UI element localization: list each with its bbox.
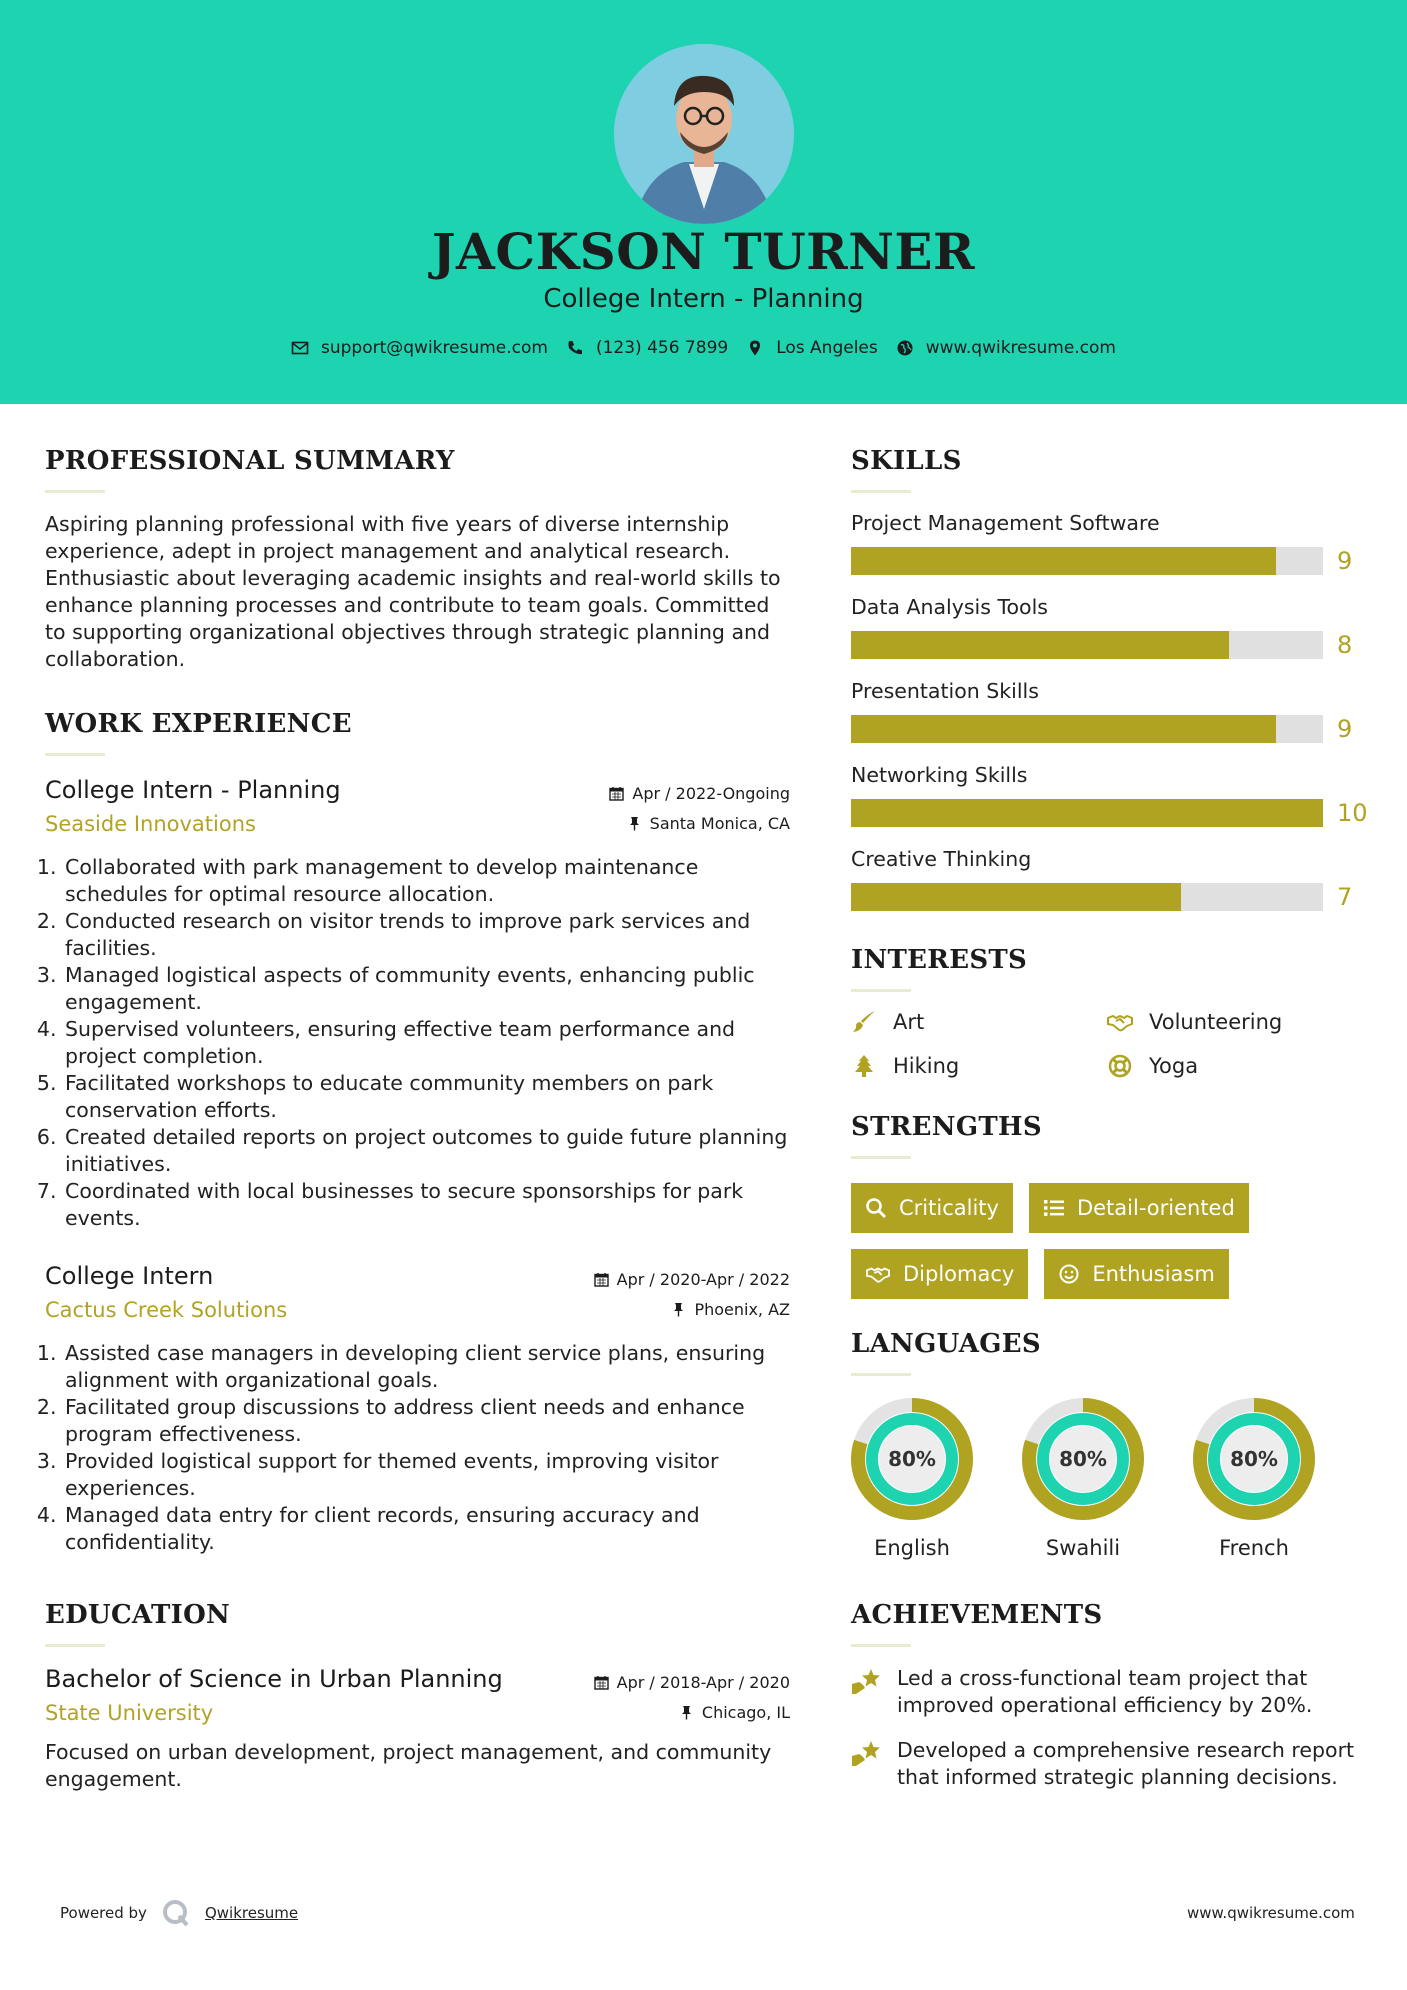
school-name: State University [45,1701,214,1725]
education-heading: EDUCATION [45,1600,231,1630]
language-donut [851,1398,973,1520]
achievement-text: Led a cross-functional team project that improved operational efficiency by 20%. [897,1666,1313,1717]
language-donut [1022,1398,1144,1520]
skill-bar-fill [851,715,1276,743]
achievement-item [851,1665,1371,1719]
list-item: 6. Created detailed reports on project outcomes to guide future planning initiatives. [63,1124,790,1178]
brand-link[interactable]: Qwikresume [204,1904,299,1922]
job-entry [45,1262,790,1556]
list-item: 7. Coordinated with local businesses to secure sponsorships for park events. [63,1178,790,1232]
interest-label: Hiking [893,1054,960,1078]
candidate-title: College Intern - Planning [543,284,864,314]
language-name: English [874,1536,950,1560]
list-icon [1043,1197,1065,1219]
languages-list [851,1398,1371,1560]
interest-label: Art [893,1010,925,1034]
handshake-icon [1107,1010,1133,1034]
strength-label: Diplomacy [903,1262,1015,1286]
section-divider [851,1156,911,1159]
strength-label: Detail-oriented [1076,1196,1235,1220]
skill-value: 9 [1337,715,1353,743]
education-entry [45,1665,790,1793]
lifering-icon [1107,1054,1133,1078]
section-divider [45,1644,105,1647]
skill-bar-row [851,631,1371,659]
contact-website[interactable] [896,338,1116,358]
job-title: College Intern - Planning [45,776,341,804]
list-item: 2. Conducted research on visitor trends to improve park services and facilities. [63,908,790,962]
language-percent: 80% [1059,1447,1107,1471]
skill-bar-track [851,715,1323,743]
education-description: Focused on urban development, project management, and community engagement. [45,1740,772,1791]
star-hand-icon [851,1667,883,1697]
handshake-icon [865,1263,891,1285]
interest-item [1107,1054,1357,1078]
languages-heading: LANGUAGES [851,1329,1041,1359]
summary-section [45,446,790,673]
skill-bar-fill [851,631,1229,659]
skill-item [851,595,1371,659]
language-name: French [1219,1536,1289,1560]
list-item: 4. Managed data entry for client records, ensuring accuracy and confidentiality. [63,1502,790,1556]
smile-icon [1058,1263,1080,1285]
experience-section [45,709,790,1556]
footer-website[interactable]: www.qwikresume.com [1187,1904,1355,1922]
contact-location [746,338,878,358]
section-divider [45,490,105,493]
interest-item [851,1054,1107,1078]
interest-item [851,1010,1107,1034]
qwikresume-logo-icon [161,1898,191,1928]
skill-item [851,847,1371,911]
achievement-text: Developed a comprehensive research report that informed strategic planning decisions. [897,1738,1355,1789]
education-date [594,1673,790,1692]
summary-heading: PROFESSIONAL SUMMARY [45,446,455,476]
pushpin-icon [627,816,642,831]
interest-label: Volunteering [1149,1010,1283,1034]
skill-bar-track [851,631,1323,659]
right-column [851,404,1371,1791]
list-item: 4. Supervised volunteers, ensuring effective team performance and project completion. [63,1016,790,1070]
skill-bar-row [851,799,1371,827]
list-item: 1. Collaborated with park management to develop maintenance schedules for optimal resource allocation. [63,854,790,908]
globe-icon [896,339,914,357]
summary-text: Aspiring planning professional with five years of diverse internship experience, adept in project management and analytical research. Enthusiastic about leveraging academic insights and real-world skills to enhance planning processes and contribute to team goals. Committed to supporting organizational objectives through strategic planning and collaboration. [45,512,781,671]
phone-text: (123) 456 7899 [595,338,729,358]
education-location [679,1703,790,1722]
degree-title: Bachelor of Science in Urban Planning [45,1665,503,1693]
location-text: Los Angeles [776,338,878,358]
skill-bar-fill [851,547,1276,575]
strength-label: Criticality [899,1196,999,1220]
skill-bar-row [851,547,1371,575]
footer-powered-by [60,1898,298,1928]
map-pin-icon [746,339,764,357]
header [0,0,1407,404]
strengths-section [851,1112,1371,1299]
list-item: 5. Facilitated workshops to educate community members on park conservation efforts. [63,1070,790,1124]
strength-tag [1029,1183,1249,1233]
job-date [594,1270,790,1289]
list-item: 3. Managed logistical aspects of community events, enhancing public engagement. [63,962,790,1016]
star-hand-icon [851,1739,883,1769]
tree-icon [851,1054,877,1078]
section-divider [851,1373,911,1376]
job-title: College Intern [45,1262,214,1290]
section-divider [851,490,911,493]
languages-section [851,1329,1371,1560]
interests-heading: INTERESTS [851,945,1028,975]
section-divider [851,1644,911,1647]
job-location-text: Santa Monica, CA [649,814,790,833]
phone-icon [566,339,584,357]
achievements-section [851,1600,1371,1791]
skill-value: 9 [1337,547,1353,575]
education-section [45,1600,790,1793]
skill-bar-row [851,883,1371,911]
section-divider [851,989,911,992]
skill-bar-fill [851,883,1181,911]
email-text: support@qwikresume.com [321,338,548,358]
skill-bar-track [851,547,1323,575]
job-company: Cactus Creek Solutions [45,1298,288,1322]
job-entry [45,776,790,1232]
job-location [671,1300,790,1319]
calendar-icon [609,786,624,801]
interests-grid [851,1010,1371,1078]
language-name: Swahili [1045,1536,1121,1560]
interests-section [851,945,1371,1078]
strengths-tags [851,1183,1371,1299]
contact-email[interactable] [291,338,548,358]
language-donut [1193,1398,1315,1520]
skills-list [851,511,1371,911]
contact-bar [0,338,1407,358]
achievement-item [851,1737,1371,1791]
experience-heading: WORK EXPERIENCE [45,709,352,739]
job-date [609,784,790,803]
left-column [45,404,790,1793]
job-date-text: Apr / 2022-Ongoing [632,784,790,803]
language-item [851,1398,973,1560]
education-location-text: Chicago, IL [701,1703,790,1722]
job-location [627,814,790,833]
skill-bar-track [851,883,1323,911]
skill-name: Data Analysis Tools [851,595,1048,619]
strength-tag [851,1183,1013,1233]
skill-name: Networking Skills [851,763,1028,787]
skill-bar-fill [851,799,1323,827]
achievements-heading: ACHIEVEMENTS [851,1600,1103,1630]
job-date-text: Apr / 2020-Apr / 2022 [616,1270,790,1289]
website-text: www.qwikresume.com [925,338,1116,358]
envelope-icon [291,339,309,357]
calendar-icon [594,1272,609,1287]
strength-tag [851,1249,1028,1299]
interest-label: Yoga [1149,1054,1199,1078]
contact-phone[interactable] [566,338,728,358]
skill-name: Project Management Software [851,511,1160,535]
skill-item [851,763,1371,827]
pushpin-icon [679,1705,694,1720]
skills-section [851,446,1371,911]
skill-item [851,679,1371,743]
language-percent: 80% [1230,1447,1278,1471]
skill-name: Presentation Skills [851,679,1039,703]
strength-label: Enthusiasm [1092,1262,1215,1286]
duties-list [45,854,790,1232]
interest-item [1107,1010,1357,1034]
strengths-heading: STRENGTHS [851,1112,1042,1142]
job-company: Seaside Innovations [45,812,256,836]
skill-value: 8 [1337,631,1353,659]
duties-list [45,1340,790,1556]
paintbrush-icon [851,1010,877,1034]
education-date-text: Apr / 2018-Apr / 2020 [616,1673,790,1692]
language-percent: 80% [888,1447,936,1471]
skills-heading: SKILLS [851,446,962,476]
list-item: 2. Facilitated group discussions to address client needs and enhance program effectiveness. [63,1394,790,1448]
skill-name: Creative Thinking [851,847,1032,871]
list-item: 3. Provided logistical support for themed events, improving visitor experiences. [63,1448,790,1502]
language-item [1022,1398,1144,1560]
strength-tag [1044,1249,1228,1299]
skill-value: 7 [1337,883,1353,911]
candidate-name: JACKSON TURNER [431,222,976,281]
job-location-text: Phoenix, AZ [694,1300,790,1319]
skill-bar-track [851,799,1323,827]
skill-item [851,511,1371,575]
calendar-icon [594,1675,609,1690]
pushpin-icon [671,1302,686,1317]
search-icon [865,1197,887,1219]
skill-value: 10 [1337,799,1368,827]
language-item [1193,1398,1315,1560]
list-item: 1. Assisted case managers in developing client service plans, ensuring alignment with organizational goals. [63,1340,790,1394]
profile-photo [614,44,794,224]
skill-bar-row [851,715,1371,743]
powered-by-text: Powered by [60,1904,147,1922]
section-divider [45,753,105,756]
